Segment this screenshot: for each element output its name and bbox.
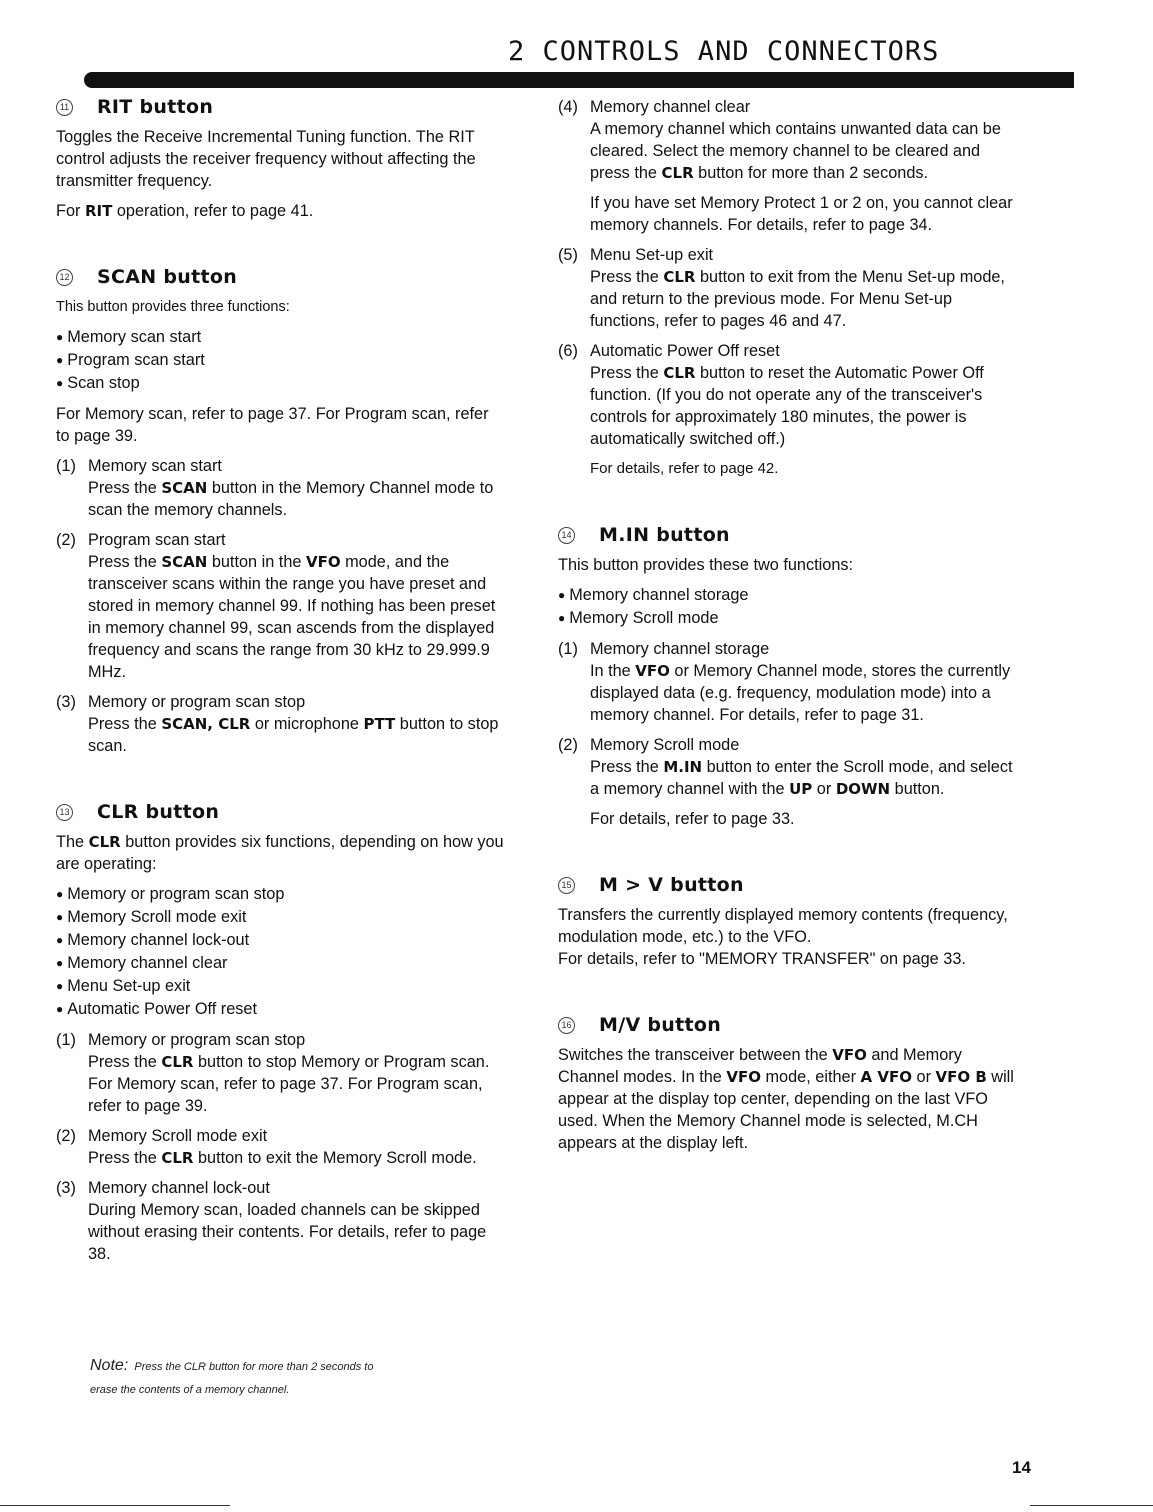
circled-number-icon: 15 <box>558 877 575 894</box>
circled-number-icon: 11 <box>56 99 73 116</box>
section-title: RIT button <box>97 96 214 118</box>
paragraph: For RIT operation, refer to page 41. <box>56 202 314 220</box>
bullet-list <box>56 326 506 395</box>
numbered-item: (4) Memory channel clear A memory channel which contains unwanted data can be cleared. Select the memory channel to be cleared and press the CLR button for more than 2 seconds. If you have set Memory Protect 1 or 2 on, you cannot clear memory channels. For details, refer to page 34. <box>558 98 1013 234</box>
min-section-heading <box>558 524 1018 546</box>
section-title: CLR button <box>97 801 220 823</box>
circled-number-icon: 12 <box>56 269 73 286</box>
rit-section-heading <box>56 96 506 118</box>
left-column <box>56 96 506 1265</box>
note <box>90 1354 373 1402</box>
numbered-item: (3) Memory channel lock-out During Memory scan, loaded channels can be skipped without erasing their contents. For details, refer to page 38. <box>56 1179 487 1263</box>
footer-rule <box>0 1505 230 1506</box>
paragraph: Transfers the currently displayed memory contents (frequency, modulation mode, etc.) to the VFO. <box>558 906 1008 946</box>
list-item: ● Automatic Power Off reset <box>56 998 506 1021</box>
paragraph: Toggles the Receive Incremental Tuning function. The RIT control adjusts the receiver frequency without affecting the transmitter frequency. <box>56 128 476 190</box>
bullet-list <box>558 584 1018 630</box>
page-number: 14 <box>1012 1458 1031 1477</box>
list-item: ● Memory channel lock-out <box>56 929 506 952</box>
header-rule <box>84 72 1074 88</box>
section-title: M.IN button <box>599 524 730 546</box>
list-item: ● Memory Scroll mode exit <box>56 906 506 929</box>
section-title: M > V button <box>599 874 744 896</box>
section-title: SCAN button <box>97 266 238 288</box>
list-item: ● Scan stop <box>56 372 506 395</box>
list-item: ● Memory channel clear <box>56 952 506 975</box>
right-column <box>558 96 1018 1154</box>
numbered-item: (1) Memory scan start Press the SCAN button in the Memory Channel mode to scan the memory channels. <box>56 457 494 519</box>
paragraph: For Memory scan, refer to page 37. For Program scan, refer to page 39. <box>56 405 489 445</box>
note-text: erase the contents of a memory channel. <box>90 1384 290 1396</box>
numbered-item: (1) Memory or program scan stop Press the CLR button to stop Memory or Program scan. For Memory scan, refer to page 37. For Program scan, refer to page 39. <box>56 1031 490 1115</box>
numbered-item: (6) Automatic Power Off reset Press the CLR button to reset the Automatic Power Off function. (If you do not operate any of the transceiver's controls for approximately 180 minutes, the power is automatically switched off.) For details, refer to page 42. <box>558 342 984 477</box>
note-label: Note: <box>90 1357 129 1374</box>
paragraph: The CLR button provides six functions, depending on how you are operating: <box>56 833 504 873</box>
circled-number-icon: 13 <box>56 804 73 821</box>
section-title: M/V button <box>599 1014 722 1036</box>
paragraph: This button provides three functions: <box>56 299 290 315</box>
footer-rule <box>1030 1505 1153 1506</box>
circled-number-icon: 14 <box>558 527 575 544</box>
m-to-v-section-heading <box>558 874 1018 896</box>
bullet-list <box>56 883 506 1021</box>
list-item: ● Memory scan start <box>56 326 506 349</box>
note-text: Press the CLR button for more than 2 seconds to <box>134 1361 374 1373</box>
list-item: ● Program scan start <box>56 349 506 372</box>
scan-section-heading <box>56 266 506 288</box>
clr-section-heading <box>56 801 506 823</box>
paragraph: This button provides these two functions: <box>558 556 854 574</box>
list-item: ● Memory Scroll mode <box>558 607 1018 630</box>
numbered-item: (1) Memory channel storage In the VFO or Memory Channel mode, stores the currently displayed data (e.g. frequency, modulation mode) into a memory channel. For details, refer to page 31. <box>558 640 1011 724</box>
numbered-item: (5) Menu Set-up exit Press the CLR button to exit from the Menu Set-up mode, and return to the previous mode. For Menu Set-up functions, refer to pages 46 and 47. <box>558 246 1005 330</box>
paragraph: For details, refer to "MEMORY TRANSFER" on page 33. <box>558 950 966 968</box>
numbered-item: (2) Program scan start Press the SCAN button in the VFO mode, and the transceiver scans within the range you have preset and stored in memory channel 99. If nothing has been preset in memory channel 99, scan ascends from the displayed frequency and scans the range from 30 kHz to 29.999.9 MHz. <box>56 531 496 681</box>
paragraph: Switches the transceiver between the VFO and Memory Channel modes. In the VFO mode, either A VFO or VFO B will appear at the display top center, depending on the last VFO used. When the Memory Channel mode is selected, M.CH appears at the display left. <box>558 1046 1014 1152</box>
numbered-item: (2) Memory Scroll mode exit Press the CLR button to exit the Memory Scroll mode. <box>56 1127 477 1167</box>
circled-number-icon: 16 <box>558 1017 575 1034</box>
numbered-item: (3) Memory or program scan stop Press the SCAN, CLR or microphone PTT button to stop scan. <box>56 693 499 755</box>
list-item: ● Memory channel storage <box>558 584 1018 607</box>
list-item: ● Menu Set-up exit <box>56 975 506 998</box>
page-header-title: 2 CONTROLS AND CONNECTORS <box>508 36 940 67</box>
list-item: ● Memory or program scan stop <box>56 883 506 906</box>
m-v-section-heading <box>558 1014 1018 1036</box>
numbered-item: (2) Memory Scroll mode Press the M.IN button to enter the Scroll mode, and select a memory channel with the UP or DOWN button. For details, refer to page 33. <box>558 736 1013 828</box>
